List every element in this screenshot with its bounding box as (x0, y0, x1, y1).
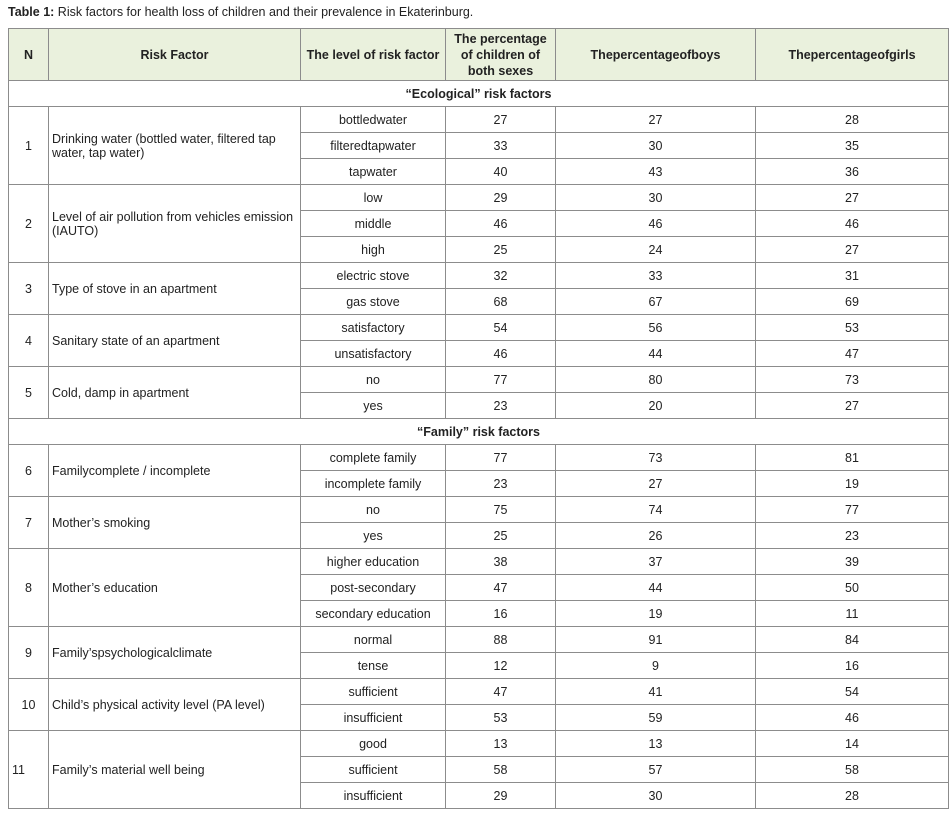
level-cell: no (301, 367, 446, 393)
both-sexes-cell: 88 (446, 627, 556, 653)
factor-name: Family’s material well being (49, 731, 301, 809)
level-cell: low (301, 185, 446, 211)
factor-name: Mother’s smoking (49, 497, 301, 549)
level-cell: high (301, 237, 446, 263)
factor-number: 1 (9, 107, 49, 185)
boys-cell: 67 (556, 289, 756, 315)
table-row (9, 185, 949, 211)
level-cell: gas stove (301, 289, 446, 315)
girls-cell: 81 (756, 445, 949, 471)
factor-number: 8 (9, 549, 49, 627)
caption-text: Risk factors for health loss of children and their prevalence in Ekaterinburg. (54, 5, 474, 19)
level-cell: tense (301, 653, 446, 679)
boys-cell: 44 (556, 341, 756, 367)
boys-cell: 9 (556, 653, 756, 679)
both-sexes-cell: 68 (446, 289, 556, 315)
boys-cell: 56 (556, 315, 756, 341)
level-cell: no (301, 497, 446, 523)
factor-name: Mother’s education (49, 549, 301, 627)
both-sexes-cell: 23 (446, 393, 556, 419)
girls-cell: 77 (756, 497, 949, 523)
section-row (9, 419, 949, 445)
girls-cell: 16 (756, 653, 949, 679)
factor-name: Cold, damp in apartment (49, 367, 301, 419)
header-boys: Thepercentageofboys (556, 29, 756, 81)
section-row (9, 81, 949, 107)
boys-cell: 91 (556, 627, 756, 653)
table-row (9, 679, 949, 705)
girls-cell: 14 (756, 731, 949, 757)
girls-cell: 53 (756, 315, 949, 341)
header-girls: Thepercentageofgirls (756, 29, 949, 81)
header-n: N (9, 29, 49, 81)
both-sexes-cell: 53 (446, 705, 556, 731)
boys-cell: 27 (556, 107, 756, 133)
boys-cell: 33 (556, 263, 756, 289)
table-row (9, 107, 949, 133)
factor-name: Sanitary state of an apartment (49, 315, 301, 367)
level-cell: bottledwater (301, 107, 446, 133)
girls-cell: 27 (756, 393, 949, 419)
table-row (9, 263, 949, 289)
boys-cell: 44 (556, 575, 756, 601)
level-cell: good (301, 731, 446, 757)
level-cell: tapwater (301, 159, 446, 185)
factor-number: 3 (9, 263, 49, 315)
boys-cell: 30 (556, 185, 756, 211)
both-sexes-cell: 12 (446, 653, 556, 679)
level-cell: filteredtapwater (301, 133, 446, 159)
table-row (9, 367, 949, 393)
girls-cell: 27 (756, 185, 949, 211)
both-sexes-cell: 27 (446, 107, 556, 133)
girls-cell: 50 (756, 575, 949, 601)
risk-factors-table (8, 28, 949, 809)
level-cell: satisfactory (301, 315, 446, 341)
boys-cell: 74 (556, 497, 756, 523)
girls-cell: 28 (756, 783, 949, 809)
table-row (9, 627, 949, 653)
factor-number: 6 (9, 445, 49, 497)
both-sexes-cell: 47 (446, 679, 556, 705)
boys-cell: 59 (556, 705, 756, 731)
boys-cell: 30 (556, 133, 756, 159)
both-sexes-cell: 38 (446, 549, 556, 575)
girls-cell: 73 (756, 367, 949, 393)
boys-cell: 80 (556, 367, 756, 393)
level-cell: middle (301, 211, 446, 237)
both-sexes-cell: 54 (446, 315, 556, 341)
both-sexes-cell: 29 (446, 783, 556, 809)
section-title: “Family” risk factors (9, 419, 949, 445)
both-sexes-cell: 77 (446, 445, 556, 471)
both-sexes-cell: 25 (446, 237, 556, 263)
table-body (9, 81, 949, 809)
both-sexes-cell: 46 (446, 341, 556, 367)
both-sexes-cell: 25 (446, 523, 556, 549)
girls-cell: 11 (756, 601, 949, 627)
level-cell: yes (301, 523, 446, 549)
factor-name: Level of air pollution from vehicles emission (IAUTO) (49, 185, 301, 263)
girls-cell: 84 (756, 627, 949, 653)
section-title: “Ecological” risk factors (9, 81, 949, 107)
header-level: The level of risk factor (301, 29, 446, 81)
factor-name: Familycomplete / incomplete (49, 445, 301, 497)
girls-cell: 46 (756, 211, 949, 237)
table-row (9, 731, 949, 757)
factor-number: 11 (9, 731, 49, 809)
girls-cell: 36 (756, 159, 949, 185)
factor-name: Drinking water (bottled water, filtered tap water, tap water) (49, 107, 301, 185)
both-sexes-cell: 58 (446, 757, 556, 783)
boys-cell: 30 (556, 783, 756, 809)
girls-cell: 46 (756, 705, 949, 731)
boys-cell: 20 (556, 393, 756, 419)
girls-cell: 39 (756, 549, 949, 575)
both-sexes-cell: 16 (446, 601, 556, 627)
both-sexes-cell: 23 (446, 471, 556, 497)
both-sexes-cell: 32 (446, 263, 556, 289)
girls-cell: 27 (756, 237, 949, 263)
factor-number: 9 (9, 627, 49, 679)
both-sexes-cell: 40 (446, 159, 556, 185)
level-cell: higher education (301, 549, 446, 575)
boys-cell: 37 (556, 549, 756, 575)
level-cell: complete family (301, 445, 446, 471)
factor-number: 5 (9, 367, 49, 419)
level-cell: secondary education (301, 601, 446, 627)
boys-cell: 19 (556, 601, 756, 627)
both-sexes-cell: 77 (446, 367, 556, 393)
both-sexes-cell: 13 (446, 731, 556, 757)
girls-cell: 69 (756, 289, 949, 315)
table-row (9, 549, 949, 575)
factor-number: 2 (9, 185, 49, 263)
factor-name: Family’spsychologicalclimate (49, 627, 301, 679)
girls-cell: 47 (756, 341, 949, 367)
girls-cell: 23 (756, 523, 949, 549)
both-sexes-cell: 33 (446, 133, 556, 159)
boys-cell: 13 (556, 731, 756, 757)
level-cell: normal (301, 627, 446, 653)
girls-cell: 31 (756, 263, 949, 289)
level-cell: sufficient (301, 679, 446, 705)
boys-cell: 24 (556, 237, 756, 263)
factor-name: Type of stove in an apartment (49, 263, 301, 315)
girls-cell: 28 (756, 107, 949, 133)
girls-cell: 19 (756, 471, 949, 497)
level-cell: post-secondary (301, 575, 446, 601)
header-row (9, 29, 949, 81)
factor-number: 10 (9, 679, 49, 731)
boys-cell: 26 (556, 523, 756, 549)
both-sexes-cell: 29 (446, 185, 556, 211)
factor-name: Child’s physical activity level (PA level) (49, 679, 301, 731)
boys-cell: 41 (556, 679, 756, 705)
table-row (9, 315, 949, 341)
table-row (9, 497, 949, 523)
level-cell: sufficient (301, 757, 446, 783)
boys-cell: 57 (556, 757, 756, 783)
header-both-sexes: The percentage of children of both sexes (446, 29, 556, 81)
boys-cell: 73 (556, 445, 756, 471)
both-sexes-cell: 46 (446, 211, 556, 237)
boys-cell: 46 (556, 211, 756, 237)
girls-cell: 58 (756, 757, 949, 783)
boys-cell: 43 (556, 159, 756, 185)
both-sexes-cell: 47 (446, 575, 556, 601)
level-cell: insufficient (301, 783, 446, 809)
both-sexes-cell: 75 (446, 497, 556, 523)
caption-label: Table 1: (8, 5, 55, 19)
level-cell: incomplete family (301, 471, 446, 497)
level-cell: insufficient (301, 705, 446, 731)
table-caption (8, 5, 473, 19)
boys-cell: 27 (556, 471, 756, 497)
girls-cell: 35 (756, 133, 949, 159)
level-cell: yes (301, 393, 446, 419)
girls-cell: 54 (756, 679, 949, 705)
level-cell: electric stove (301, 263, 446, 289)
header-risk-factor: Risk Factor (49, 29, 301, 81)
factor-number: 4 (9, 315, 49, 367)
factor-number: 7 (9, 497, 49, 549)
level-cell: unsatisfactory (301, 341, 446, 367)
table-row (9, 445, 949, 471)
